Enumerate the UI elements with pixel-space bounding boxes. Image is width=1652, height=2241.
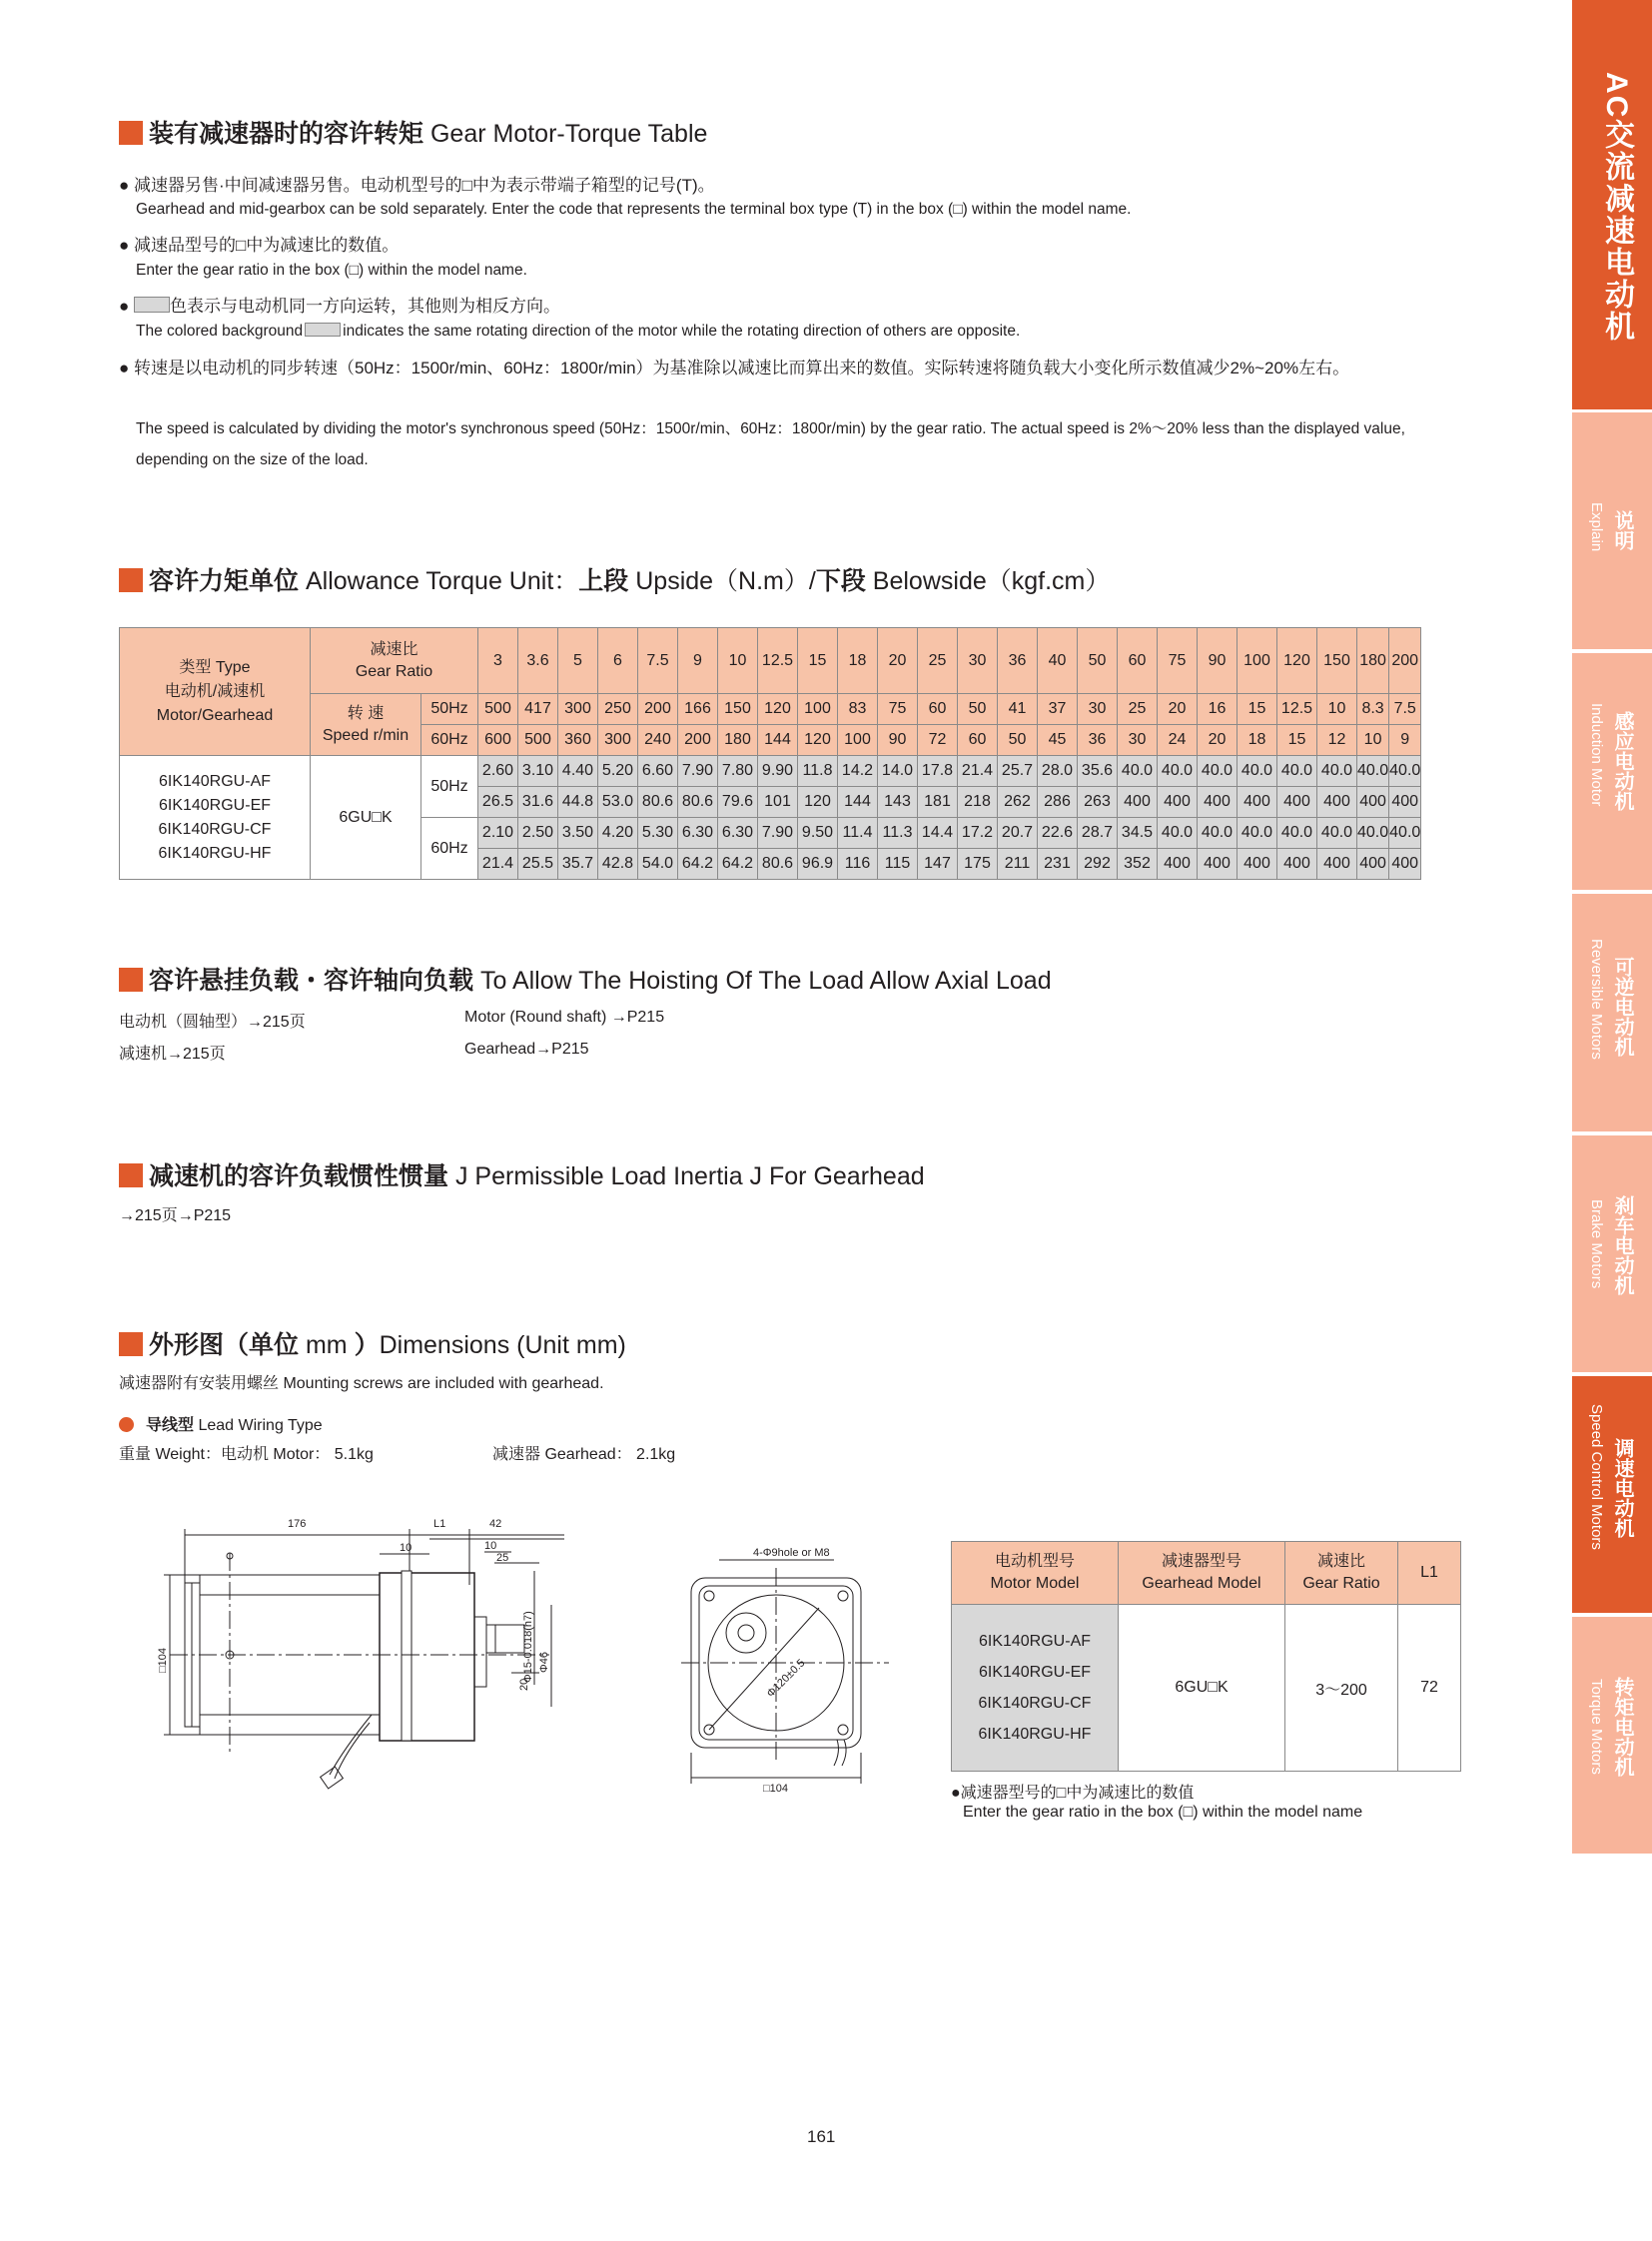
model-note-en: Enter the gear ratio in the box (□) within the model name — [963, 1804, 1363, 1821]
torque-cell: 7.90 — [758, 818, 798, 849]
dim-20-label: 20 — [518, 1678, 530, 1691]
torque-cell: 53.0 — [598, 787, 638, 818]
speed-cell: 16 — [1198, 694, 1238, 725]
speed-cell: 37 — [1038, 694, 1078, 725]
torque-cell: 262 — [998, 787, 1038, 818]
gearhead-ref-zh: 减速机→215页 — [119, 1046, 226, 1063]
torque-cell: 25.7 — [998, 756, 1038, 787]
side-tab-speed-control-en: Speed Control Motors — [1588, 1404, 1605, 1550]
side-tab-brake-en: Brake Motors — [1588, 1199, 1605, 1289]
torque-cell: 20.7 — [998, 818, 1038, 849]
speed-cell: 360 — [558, 725, 598, 756]
torque-cell: 79.6 — [718, 787, 758, 818]
model-note-zh: ●减速器型号的□中为减速比的数值 — [951, 1785, 1195, 1802]
front-104-label: □104 — [763, 1783, 788, 1795]
ratio-cell: 20 — [878, 628, 918, 694]
torque-cell: 80.6 — [758, 849, 798, 880]
speed-cell: 10 — [1357, 725, 1389, 756]
torque-cell: 40.0 — [1277, 818, 1317, 849]
torque-cell: 40.0 — [1277, 756, 1317, 787]
torque-cell: 400 — [1277, 787, 1317, 818]
model-list-cell: 6IK140RGU-AF 6IK140RGU-EF 6IK140RGU-CF 6IK140RGU-HF — [120, 756, 311, 880]
ratio-cell: 60 — [1118, 628, 1158, 694]
torque-cell: 14.2 — [838, 756, 878, 787]
speed-cell: 60 — [958, 725, 998, 756]
lead-wiring-type: 导线型 Lead Wiring Type — [119, 1412, 323, 1435]
weight-gearhead: 减速器 Gearhead： 2.1kg — [492, 1446, 676, 1463]
torque-cell: 22.6 — [1038, 818, 1078, 849]
torque-cell: 64.2 — [678, 849, 718, 880]
torque-cell: 35.7 — [558, 849, 598, 880]
holes-label: 4-Φ9hole or M8 — [753, 1547, 830, 1559]
weight-motor: 重量 Weight：电动机 Motor： 5.1kg — [119, 1446, 374, 1463]
gear-ratio-cell: 3～200 — [1285, 1605, 1398, 1772]
speed-cell: 100 — [798, 694, 838, 725]
speed-cell: 24 — [1158, 725, 1198, 756]
torque-cell: 400 — [1158, 787, 1198, 818]
note-2-en: Enter the gear ratio in the box (□) within the model name. — [136, 262, 527, 279]
torque-cell: 147 — [918, 849, 958, 880]
torque-cell: 400 — [1317, 849, 1357, 880]
torque-cell: 31.6 — [518, 787, 558, 818]
side-tab-brake-zh: 刹车电动机 — [1611, 1195, 1633, 1295]
speed-cell: 300 — [598, 725, 638, 756]
speed-cell: 120 — [758, 694, 798, 725]
mounting-screws-note: 减速器附有安装用螺丝 Mounting screws are included with gearhead. — [119, 1375, 604, 1392]
speed-cell: 180 — [718, 725, 758, 756]
torque-cell: 40.0 — [1389, 818, 1421, 849]
torque-cell: 144 — [838, 787, 878, 818]
ratio-cell: 10 — [718, 628, 758, 694]
ratio-cell: 100 — [1238, 628, 1277, 694]
side-tab-induction-zh: 感应电动机 — [1611, 711, 1633, 811]
side-tab-torque-zh: 转矩电动机 — [1611, 1677, 1633, 1777]
speed-cell: 25 — [1118, 694, 1158, 725]
side-tab-induction-en: Induction Motor — [1588, 703, 1605, 807]
ratio-header-cell: 减速比 Gear Ratio — [311, 628, 478, 694]
type-header-cell: 类型 Type 电动机/减速机 Motor/Gearhead — [120, 628, 311, 756]
side-tab-explain-zh: 说明 — [1611, 510, 1633, 550]
note-2-zh: ● 减速品型号的□中为减速比的数值。 — [119, 236, 400, 255]
torque-cell: 400 — [1158, 849, 1198, 880]
speed-cell: 300 — [558, 694, 598, 725]
side-tab-reversible-zh: 可逆电动机 — [1611, 957, 1633, 1057]
dim-176-label: 176 — [288, 1518, 307, 1530]
section-load-title: 容许悬挂负载・容许轴向负载 To Allow The Hoisting Of The Load Allow Axial Load — [119, 961, 1052, 997]
speed-cell: 90 — [878, 725, 918, 756]
speed-cell: 120 — [798, 725, 838, 756]
ratio-cell: 18 — [838, 628, 878, 694]
orange-bullet-icon — [119, 1417, 134, 1432]
torque-cell: 35.6 — [1078, 756, 1118, 787]
torque-cell: 7.90 — [678, 756, 718, 787]
hz-cell: 50Hz — [421, 756, 478, 818]
torque-cell: 6.30 — [718, 818, 758, 849]
speed-cell: 15 — [1238, 694, 1277, 725]
torque-cell: 400 — [1357, 849, 1389, 880]
note-1-en: Gearhead and mid-gearbox can be sold separately. Enter the code that represents the terminal box type (T) in the box (□) within the model name. — [136, 201, 1132, 218]
torque-cell: 286 — [1038, 787, 1078, 818]
speed-cell: 166 — [678, 694, 718, 725]
torque-cell: 2.10 — [478, 818, 518, 849]
torque-cell: 14.0 — [878, 756, 918, 787]
gearhead-ref-en: Gearhead→P215 — [464, 1041, 589, 1058]
torque-cell: 40.0 — [1317, 818, 1357, 849]
gear-ratio-header: 减速比 Gear Ratio — [1285, 1542, 1398, 1605]
inertia-ref: →215页→P215 — [119, 1207, 232, 1224]
speed-cell: 500 — [518, 725, 558, 756]
dim-25-label: 25 — [496, 1552, 509, 1564]
torque-table — [119, 627, 1421, 880]
speed-cell: 41 — [998, 694, 1038, 725]
torque-cell: 211 — [998, 849, 1038, 880]
torque-cell: 4.40 — [558, 756, 598, 787]
dim-l1-label: L1 — [433, 1518, 446, 1530]
torque-cell: 40.0 — [1357, 818, 1389, 849]
speed-cell: 12 — [1317, 725, 1357, 756]
side-tab-explain-en: Explain — [1588, 502, 1605, 552]
torque-cell: 28.7 — [1078, 818, 1118, 849]
torque-cell: 11.8 — [798, 756, 838, 787]
speed-cell: 15 — [1277, 725, 1317, 756]
side-tab-brake[interactable] — [1572, 1135, 1652, 1372]
torque-cell: 40.0 — [1158, 756, 1198, 787]
torque-50-nm-row — [120, 756, 1421, 787]
torque-cell: 5.20 — [598, 756, 638, 787]
torque-cell: 143 — [878, 787, 918, 818]
section-marker-icon — [119, 121, 143, 145]
torque-cell: 120 — [798, 787, 838, 818]
side-tab-speed-control-zh: 调速电动机 — [1611, 1438, 1633, 1538]
torque-cell: 42.8 — [598, 849, 638, 880]
ratio-cell: 9 — [678, 628, 718, 694]
ratio-row — [120, 628, 1421, 694]
torque-cell: 11.4 — [838, 818, 878, 849]
torque-cell: 181 — [918, 787, 958, 818]
speed-cell: 200 — [678, 725, 718, 756]
torque-cell: 34.5 — [1118, 818, 1158, 849]
torque-cell: 2.60 — [478, 756, 518, 787]
speed-cell: 50 — [998, 725, 1038, 756]
ratio-cell: 50 — [1078, 628, 1118, 694]
torque-cell: 101 — [758, 787, 798, 818]
ratio-cell: 120 — [1277, 628, 1317, 694]
hz-cell: 50Hz — [421, 694, 478, 725]
ratio-cell: 25 — [918, 628, 958, 694]
torque-cell: 17.8 — [918, 756, 958, 787]
model-table — [951, 1541, 1461, 1772]
speed-cell: 18 — [1238, 725, 1277, 756]
section-torque-table-title: 装有减速器时的容许转矩 Gear Motor-Torque Table — [119, 114, 707, 150]
torque-cell: 400 — [1238, 849, 1277, 880]
torque-cell: 17.2 — [958, 818, 998, 849]
torque-cell: 5.30 — [638, 818, 678, 849]
speed-cell: 9 — [1389, 725, 1421, 756]
model-table-header — [952, 1542, 1461, 1605]
torque-cell: 80.6 — [678, 787, 718, 818]
speed-cell: 600 — [478, 725, 518, 756]
model-table-row — [952, 1605, 1461, 1772]
ratio-cell: 180 — [1357, 628, 1389, 694]
ratio-cell: 150 — [1317, 628, 1357, 694]
torque-cell: 400 — [1317, 787, 1357, 818]
section-marker-icon — [119, 1332, 143, 1356]
side-tab-ac-motor[interactable] — [1572, 0, 1652, 409]
torque-cell: 175 — [958, 849, 998, 880]
section-marker-icon — [119, 968, 143, 992]
speed-cell: 240 — [638, 725, 678, 756]
ratio-cell: 12.5 — [758, 628, 798, 694]
torque-cell: 400 — [1357, 787, 1389, 818]
torque-cell: 231 — [1038, 849, 1078, 880]
speed-cell: 100 — [838, 725, 878, 756]
torque-cell: 6.30 — [678, 818, 718, 849]
torque-cell: 64.2 — [718, 849, 758, 880]
side-tab-speed-control[interactable] — [1572, 1376, 1652, 1613]
torque-cell: 115 — [878, 849, 918, 880]
torque-cell: 28.0 — [1038, 756, 1078, 787]
speed-cell: 10 — [1317, 694, 1357, 725]
dim-42-label: 42 — [489, 1518, 502, 1530]
dim-10b-label: 10 — [484, 1540, 497, 1552]
side-tab-torque[interactable] — [1572, 1617, 1652, 1854]
gearhead-model-cell: 6GU□K — [1119, 1605, 1285, 1772]
side-tab-torque-en: Torque Motors — [1588, 1679, 1605, 1775]
speed-header-cell: 转 速 Speed r/min — [311, 694, 421, 756]
motor-model-header: 电动机型号 Motor Model — [952, 1542, 1119, 1605]
torque-cell: 292 — [1078, 849, 1118, 880]
torque-cell: 40.0 — [1238, 818, 1277, 849]
ratio-cell: 30 — [958, 628, 998, 694]
page-number: 161 — [807, 2127, 836, 2146]
side-tab-reversible[interactable] — [1572, 894, 1652, 1131]
speed-cell: 30 — [1118, 725, 1158, 756]
ratio-cell: 40 — [1038, 628, 1078, 694]
dim-phi15-label: Φ15-0.018(h7) — [522, 1611, 534, 1683]
side-tab-ac-motor-label: AC交流减速电动机 — [1600, 72, 1633, 344]
torque-cell: 3.50 — [558, 818, 598, 849]
torque-cell: 11.3 — [878, 818, 918, 849]
torque-cell: 9.50 — [798, 818, 838, 849]
speed-cell: 75 — [878, 694, 918, 725]
pcd-label: Φ120±0.5 — [764, 1657, 808, 1701]
speed-cell: 250 — [598, 694, 638, 725]
torque-cell: 263 — [1078, 787, 1118, 818]
speed-cell: 20 — [1198, 725, 1238, 756]
note-4-zh: ● 转速是以电动机的同步转速（50Hz：1500r/min、60Hz：1800r/min）为基准除以减速比而算出来的数值。实际转速将随负载大小变化所示数值减少2%~20%左右。 — [119, 359, 1350, 377]
torque-cell: 7.80 — [718, 756, 758, 787]
hz-cell: 60Hz — [421, 818, 478, 880]
torque-cell: 40.0 — [1389, 756, 1421, 787]
torque-cell: 40.0 — [1198, 818, 1238, 849]
torque-cell: 40.0 — [1357, 756, 1389, 787]
ratio-cell: 5 — [558, 628, 598, 694]
dim-104-label: □104 — [157, 1648, 169, 1673]
torque-cell: 3.10 — [518, 756, 558, 787]
colored-background-swatch — [134, 297, 170, 313]
torque-cell: 40.0 — [1238, 756, 1277, 787]
note-1-zh: ● 减速器另售·中间减速器另售。电动机型号的□中为表示带端子箱型的记号(T)。 — [119, 176, 715, 195]
torque-cell: 352 — [1118, 849, 1158, 880]
section-marker-icon — [119, 568, 143, 592]
torque-cell: 40.0 — [1317, 756, 1357, 787]
speed-50-row — [120, 694, 1421, 725]
speed-cell: 20 — [1158, 694, 1198, 725]
torque-cell: 400 — [1277, 849, 1317, 880]
note-3-en: The colored background indicates the same rotating direction of the motor while the rotating direction of others are opposite. — [136, 323, 1021, 340]
torque-cell: 400 — [1238, 787, 1277, 818]
motor-models-cell: 6IK140RGU-AF 6IK140RGU-EF 6IK140RGU-CF 6IK140RGU-HF — [952, 1605, 1119, 1772]
torque-cell: 116 — [838, 849, 878, 880]
torque-cell: 25.5 — [518, 849, 558, 880]
torque-cell: 14.4 — [918, 818, 958, 849]
l1-cell: 72 — [1398, 1605, 1461, 1772]
torque-cell: 400 — [1198, 849, 1238, 880]
front-view-drawing — [679, 1538, 899, 1798]
ratio-cell: 3.6 — [518, 628, 558, 694]
ratio-cell: 3 — [478, 628, 518, 694]
section-dimensions-title: 外形图（单位 mm ）Dimensions (Unit mm) — [119, 1325, 626, 1361]
ratio-cell: 75 — [1158, 628, 1198, 694]
torque-cell: 80.6 — [638, 787, 678, 818]
gearhead-cell: 6GU□K — [311, 756, 421, 880]
section-inertia-title: 减速机的容许负载惯性惯量 J Permissible Load Inertia J For Gearhead — [119, 1156, 925, 1192]
torque-cell: 6.60 — [638, 756, 678, 787]
motor-ref-en: Motor (Round shaft) →P215 — [464, 1009, 665, 1026]
torque-cell: 21.4 — [958, 756, 998, 787]
dim-10a-label: 10 — [400, 1542, 413, 1554]
speed-cell: 60 — [918, 694, 958, 725]
note-4-en: The speed is calculated by dividing the motor's synchronous speed (50Hz：1500r/min、60Hz：1800r/min) by the gear ratio. The actual speed is 2%～20% less than the displayed value, depending on the size of the load. — [136, 420, 1405, 468]
motor-ref-zh: 电动机（圆轴型）→215页 — [119, 1014, 306, 1031]
l1-header: L1 — [1398, 1542, 1461, 1605]
section-allowance-torque-title: 容许力矩单位 Allowance Torque Unit：上段 Upside（N.m）/下段 Belowside（kgf.cm） — [119, 561, 1110, 597]
speed-cell: 12.5 — [1277, 694, 1317, 725]
torque-cell: 400 — [1198, 787, 1238, 818]
torque-cell: 40.0 — [1158, 818, 1198, 849]
ratio-cell: 7.5 — [638, 628, 678, 694]
side-tab-reversible-en: Reversible Motors — [1588, 939, 1605, 1060]
speed-cell: 36 — [1078, 725, 1118, 756]
torque-cell: 44.8 — [558, 787, 598, 818]
ratio-cell: 15 — [798, 628, 838, 694]
speed-cell: 500 — [478, 694, 518, 725]
torque-cell: 400 — [1389, 787, 1421, 818]
torque-cell: 21.4 — [478, 849, 518, 880]
ratio-cell: 36 — [998, 628, 1038, 694]
speed-cell: 8.3 — [1357, 694, 1389, 725]
speed-cell: 83 — [838, 694, 878, 725]
torque-cell: 4.20 — [598, 818, 638, 849]
torque-cell: 9.90 — [758, 756, 798, 787]
speed-cell: 30 — [1078, 694, 1118, 725]
torque-cell: 400 — [1389, 849, 1421, 880]
speed-cell: 150 — [718, 694, 758, 725]
section-marker-icon — [119, 1163, 143, 1187]
torque-cell: 40.0 — [1118, 756, 1158, 787]
colored-background-swatch-en — [305, 323, 341, 337]
speed-cell: 72 — [918, 725, 958, 756]
torque-cell: 218 — [958, 787, 998, 818]
speed-cell: 200 — [638, 694, 678, 725]
torque-cell: 400 — [1118, 787, 1158, 818]
speed-cell: 45 — [1038, 725, 1078, 756]
torque-cell: 40.0 — [1198, 756, 1238, 787]
speed-cell: 7.5 — [1389, 694, 1421, 725]
torque-cell: 96.9 — [798, 849, 838, 880]
hz-cell: 60Hz — [421, 725, 478, 756]
note-3-zh: ● 色表示与电动机同一方向运转，其他则为相反方向。 — [119, 297, 560, 316]
side-view-drawing — [140, 1513, 659, 1813]
torque-cell: 2.50 — [518, 818, 558, 849]
speed-cell: 417 — [518, 694, 558, 725]
ratio-cell: 6 — [598, 628, 638, 694]
torque-cell: 54.0 — [638, 849, 678, 880]
ratio-cell: 90 — [1198, 628, 1238, 694]
side-tab-induction[interactable] — [1572, 653, 1652, 890]
torque-cell: 26.5 — [478, 787, 518, 818]
ratio-cell: 200 — [1389, 628, 1421, 694]
dim-phi46-label: Φ46 — [538, 1651, 550, 1673]
side-tab-explain[interactable] — [1572, 412, 1652, 649]
speed-cell: 50 — [958, 694, 998, 725]
speed-cell: 144 — [758, 725, 798, 756]
gearhead-model-header: 减速器型号 Gearhead Model — [1119, 1542, 1285, 1605]
